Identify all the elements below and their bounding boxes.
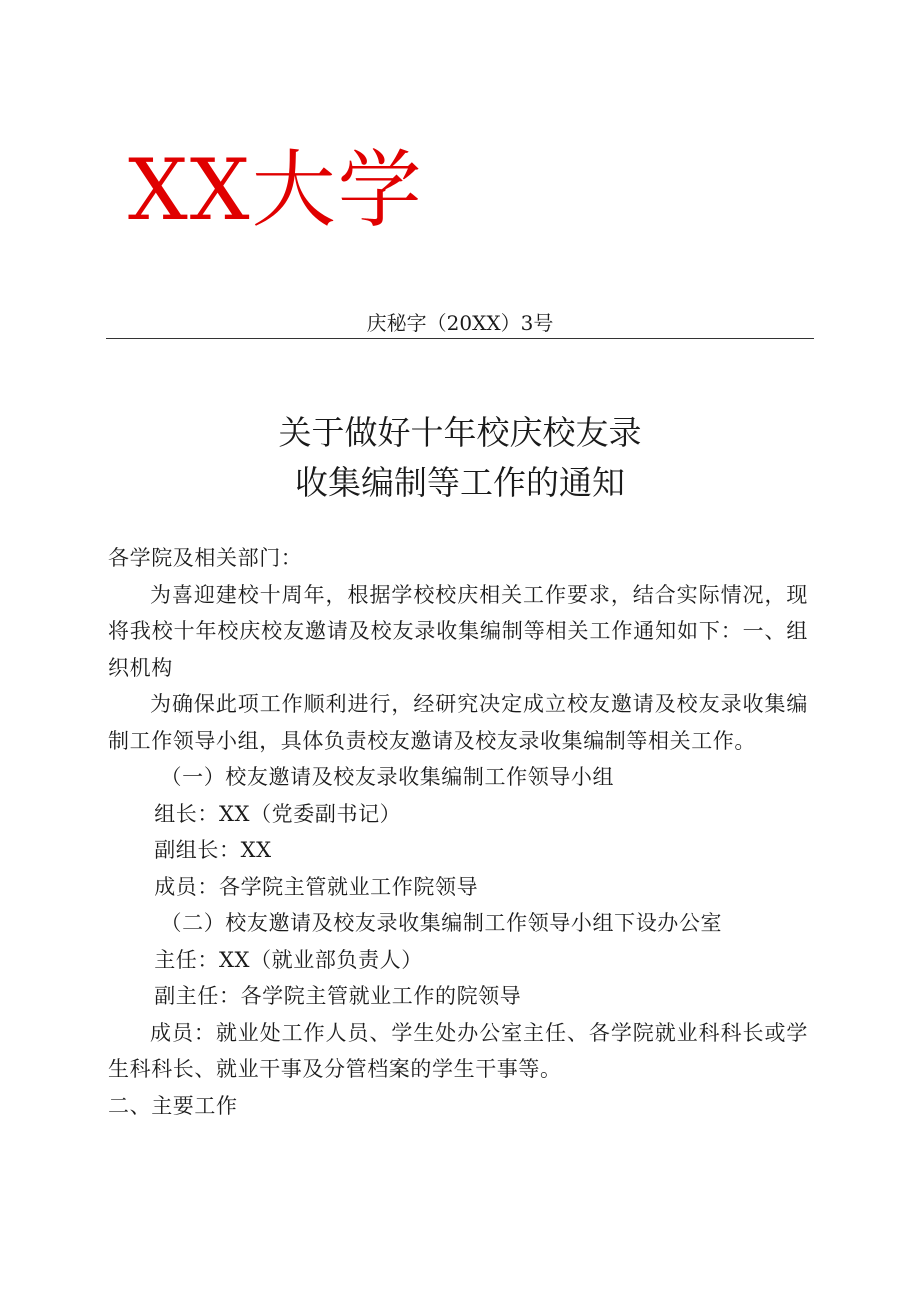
section-heading-main-work: 二、主要工作 <box>108 1093 238 1118</box>
group-members: 成员：各学院主管就业工作院领导 <box>154 874 479 899</box>
office-members: 成员：就业处工作人员、学生处办公室主任、各学院就业科科长或学生科科长、就业干事及分管档案的学生干事等。 <box>108 1020 808 1081</box>
paragraph-purpose: 为确保此项工作顺利进行，经研究决定成立校友邀请及校友录收集编制工作领导小组，具体负责校友邀请及校友录收集编制等相关工作。 <box>108 692 808 753</box>
paragraph-intro: 为喜迎建校十周年，根据学校校庆相关工作要求，结合实际情况，现将我校十年校庆校友邀请及校友录收集编制等相关工作通知如下：一、组织机构 <box>108 582 808 680</box>
header-divider <box>106 338 814 339</box>
subheading-office: （二）校友邀请及校友录收集编制工作领导小组下设办公室 <box>160 911 723 935</box>
document-number: 庆秘字（20XX）3号 <box>366 311 554 335</box>
office-director: 主任：XX（就业部负责人） <box>154 947 423 972</box>
notice-body <box>108 540 808 1124</box>
subheading-leading-group: （一）校友邀请及校友录收集编制工作领导小组 <box>160 765 615 789</box>
notice-title-line-1: 关于做好十年校庆校友录 <box>278 413 642 452</box>
notice-title-line-2: 收集编制等工作的通知 <box>295 463 625 502</box>
notice-title <box>0 408 920 508</box>
salutation: 各学院及相关部门： <box>108 546 303 570</box>
group-leader: 组长：XX（党委副书记） <box>154 801 402 826</box>
group-deputy-leader: 副组长：XX <box>154 838 272 862</box>
masthead-title: XX大学 <box>128 141 424 239</box>
office-deputy-director: 副主任：各学院主管就业工作的院领导 <box>154 984 522 1008</box>
